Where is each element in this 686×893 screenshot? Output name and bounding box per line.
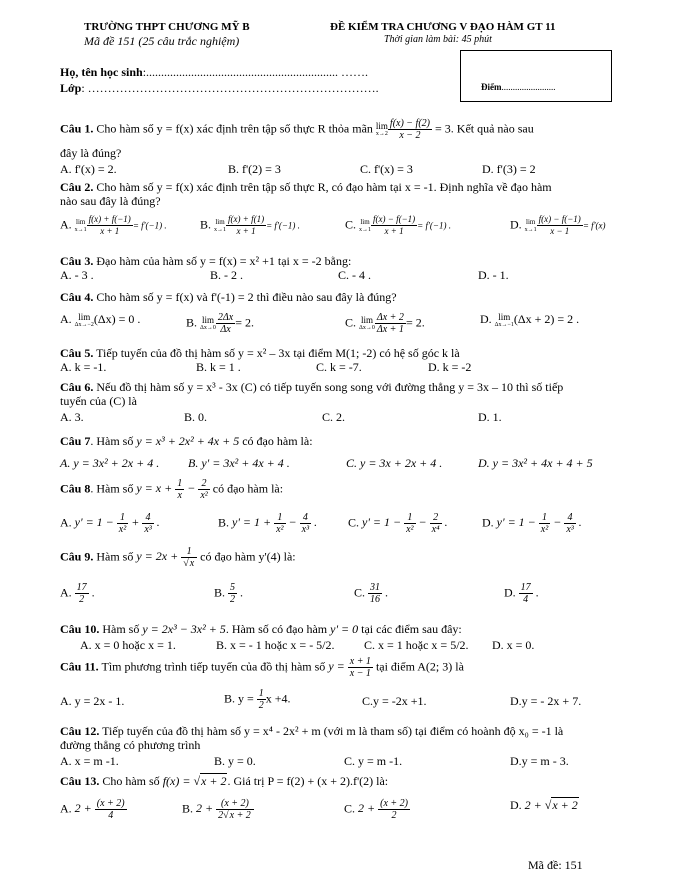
- question-3: [60, 254, 640, 268]
- q5-option-b[interactable]: B. k = 1 .: [196, 360, 241, 374]
- student-name-line[interactable]: [60, 65, 368, 80]
- q11-option-d[interactable]: D.y = - 2x + 7.: [510, 694, 582, 708]
- q1-option-a[interactable]: A. f'(x) = 2.: [60, 162, 117, 176]
- q13-function: f(x) = √x + 2: [162, 774, 227, 788]
- class-dots: : ……………………………………………………………….: [81, 81, 379, 95]
- q4-text: Cho hàm số y = f(x) và f'(-1) = 2 thì điều nào sau đây là đúng?: [96, 290, 397, 304]
- q9-function: y = 2x + $\frac{1}{√x}$: [136, 549, 197, 563]
- q12-option-d[interactable]: D.y = m - 3.: [510, 754, 569, 768]
- q12-option-c[interactable]: C. y = m -1.: [344, 754, 403, 768]
- q10-derivative: y' = 0: [330, 622, 359, 636]
- q2-text: Cho hàm số y = f(x) xác định trên tập số thực R, có đạo hàm tại x = -1. Định nghĩa về đạo hàm: [96, 180, 552, 194]
- q6-label: Câu 6.: [60, 380, 94, 394]
- q13-option-a[interactable]: A. 2 + $\frac{(x + 2)}{4}$: [60, 798, 125, 821]
- q2-options: [60, 214, 640, 244]
- school-name: TRƯỜNG THPT CHƯƠNG MỸ B: [84, 21, 250, 33]
- q8-option-d[interactable]: D. y' = 1 − $\frac{1}{\text{x²}}$ − $\frac{4}{\text{x³}}$ .: [482, 512, 582, 535]
- q13-option-d[interactable]: D. 2 + √x + 2: [510, 798, 578, 812]
- question-7: [60, 434, 640, 448]
- q10-option-a[interactable]: A. x = 0 hoặc x = 1.: [80, 638, 176, 652]
- q8-text: . Hàm số: [90, 481, 134, 496]
- exam-code-line: Mã đề 151 (25 câu trắc nghiệm): [84, 34, 240, 48]
- q5-options: [60, 360, 640, 374]
- q4-options: [60, 312, 640, 342]
- q11-option-b[interactable]: B. y = $\frac{1}{2}$ x +4.: [224, 688, 291, 711]
- q12-options: [60, 754, 640, 768]
- q7-label: Câu 7: [60, 434, 91, 448]
- q8-option-b[interactable]: B. y' = 1 + $\frac{1}{\text{x²}}$ − $\frac{4}{\text{x³}}$ .: [218, 512, 318, 535]
- q2-option-c[interactable]: C. lim x→1 $\frac{f(x) - f(-1)}{x + 1}$ = f'(−1) .: [345, 214, 451, 236]
- q1-option-b[interactable]: B. f'(2) = 3: [228, 162, 281, 176]
- q6-text-2: tuyến của (C) là: [60, 394, 137, 408]
- score-box[interactable]: [460, 50, 612, 102]
- q7-option-d[interactable]: D. y = 3x² + 4x + 4 + 5: [478, 456, 593, 470]
- q4-option-b[interactable]: B. lim Δx→0 $\frac{2\Delta x}{\Delta x}$ = 2.: [186, 312, 254, 335]
- q2-option-d[interactable]: D. lim x→1 $\frac{f(x) - f(-1)}{x - 1}$ = f'(x): [510, 214, 606, 236]
- q11-option-c[interactable]: C.y = -2x +1.: [362, 694, 427, 708]
- q6-text: Nếu đồ thị hàm số y = x³ - 3x (C) có tiếp tuyến song song với đường thẳng y = 3x – 10 thì số tiếp: [96, 380, 564, 394]
- score-label: Điểm: [481, 82, 502, 92]
- q10-text: Hàm số: [102, 622, 140, 636]
- q11-option-a[interactable]: A. y = 2x - 1.: [60, 694, 125, 708]
- q10-option-c[interactable]: C. x = 1 hoặc x = 5/2.: [364, 638, 469, 652]
- exam-title: ĐỀ KIỂM TRA CHƯƠNG V ĐẠO HÀM GT 11: [330, 21, 556, 33]
- q12-label: Câu 12.: [60, 724, 100, 738]
- student-name-label: Họ, tên học sinh: [60, 65, 143, 79]
- q9-option-c[interactable]: C. $\frac{31}{16}$ .: [354, 582, 389, 605]
- q13-label: Câu 13.: [60, 774, 100, 788]
- q12-option-a[interactable]: A. x = m -1.: [60, 754, 119, 768]
- q1-option-d[interactable]: D. f'(3) = 2: [482, 162, 536, 176]
- q11-text-b: tại điểm A(2; 3) là: [375, 659, 464, 674]
- question-12: [60, 724, 640, 738]
- q2-label: Câu 2.: [60, 180, 94, 194]
- q11-text: Tìm phương trình tiếp tuyến của đồ thị hàm số: [101, 659, 326, 674]
- question-5: [60, 346, 640, 360]
- q8-option-c[interactable]: C. y' = 1 − $\frac{1}{\text{x²}}$ − $\frac{2}{\text{x⁴}}$ .: [348, 512, 448, 535]
- q6-options: [60, 410, 640, 424]
- q4-option-c[interactable]: C. lim Δx→0 $\frac{\Delta x + 2}{\Delta x + 1}$ = 2.: [345, 312, 425, 335]
- footer-exam-code: Mã đề: 151: [528, 858, 583, 872]
- q9-text-b: có đạo hàm y'(4) là:: [200, 549, 296, 564]
- q9-text: Hàm số: [96, 549, 134, 564]
- q7-text-b: có đạo hàm là:: [242, 434, 313, 448]
- q6-option-b[interactable]: B. 0.: [184, 410, 208, 424]
- class-label: Lớp: [60, 81, 82, 95]
- q4-option-d[interactable]: D. lim Δx→−1 (Δx + 2) = 2 .: [480, 311, 580, 328]
- q7-option-b[interactable]: B. y' = 3x² + 4x + 4 .: [188, 456, 290, 470]
- q13-text: Cho hàm số: [102, 774, 160, 788]
- q7-options: [60, 456, 640, 470]
- q1-option-c[interactable]: C. f'(x) = 3: [360, 162, 413, 176]
- q4-option-a[interactable]: A. lim Δx→−2 (Δx) = 0 .: [60, 311, 141, 328]
- q10-option-b[interactable]: B. x = - 1 hoặc x = - 5/2.: [216, 638, 335, 652]
- q6-option-a[interactable]: A. 3.: [60, 410, 84, 424]
- q3-option-a[interactable]: A. - 3 .: [60, 268, 94, 282]
- question-1: [60, 118, 640, 141]
- q1-limit: lim x→2: [375, 121, 388, 137]
- q3-option-d[interactable]: D. - 1.: [478, 268, 509, 282]
- q1-label: Câu 1.: [60, 121, 94, 136]
- q10-function: y = 2x³ − 3x² + 5: [142, 622, 226, 636]
- q13-options: [60, 798, 640, 832]
- q13-text-b: . Giá trị P = f(2) + (x + 2).f'(2) là:: [227, 774, 389, 788]
- q12-text: Tiếp tuyến của đồ thị hàm số y = x⁴ - 2x² + m (với m là tham số) tại điểm có hoành độ x₀ = -1 là: [102, 724, 564, 738]
- q6-option-d[interactable]: D. 1.: [478, 410, 502, 424]
- q6-option-c[interactable]: C. 2.: [322, 410, 346, 424]
- q5-label: Câu 5.: [60, 346, 94, 360]
- q5-text: Tiếp tuyến của đồ thị hàm số y = x² – 3x tại điểm M(1; -2) có hệ số góc k là: [96, 346, 460, 360]
- exam-duration: Thời gian làm bài: 45 phút: [384, 34, 492, 45]
- q3-text: Đạo hàm của hàm số y = f(x) = x² +1 tại x = -2 bằng:: [96, 254, 352, 268]
- q3-label: Câu 3.: [60, 254, 94, 268]
- q10-text-d: tại các điểm sau đây:: [361, 622, 462, 636]
- q10-text-b: . Hàm số có đạo hàm: [225, 622, 328, 636]
- q10-label: Câu 10.: [60, 622, 100, 636]
- q11-options: [60, 688, 640, 722]
- q7-option-c[interactable]: C. y = 3x + 2x + 4 .: [346, 456, 443, 470]
- q8-text-b: có đạo hàm là:: [212, 481, 284, 496]
- q1-text-c: đây là đúng?: [60, 146, 122, 160]
- class-line[interactable]: [60, 81, 379, 96]
- q13-option-b[interactable]: B. 2 + $\frac{(x + 2)}{2√x + 2}$: [182, 798, 254, 821]
- question-11: [60, 656, 640, 686]
- q12-text-2: đường thẳng có phương trình: [60, 738, 201, 752]
- question-2: [60, 180, 640, 194]
- q8-label: Câu 8: [60, 481, 91, 496]
- q2-text-2: nào sau đây là đúng?: [60, 194, 161, 208]
- q11-label: Câu 11.: [60, 659, 99, 674]
- q1-options: [60, 162, 640, 176]
- q3-option-c[interactable]: C. - 4 .: [338, 268, 371, 282]
- q7-option-a[interactable]: A. y = 3x² + 2x + 4 .: [60, 456, 160, 470]
- q1-fraction: $\frac{f(x) - f(2)}{x - 2}$: [389, 118, 430, 141]
- question-10: [60, 622, 640, 636]
- q5-option-c[interactable]: C. k = -7.: [316, 360, 362, 374]
- student-name-dots: :................................................................ …….: [142, 65, 369, 79]
- q13-option-c[interactable]: C. 2 + $\frac{(x + 2)}{2}$: [344, 798, 408, 821]
- q9-option-a[interactable]: A. $\frac{17}{2}$ .: [60, 582, 95, 605]
- q8-option-a[interactable]: A. y' = 1 − $\frac{1}{\text{x²}}$ + $\frac{4}{\text{x³}}$ .: [60, 512, 160, 535]
- question-6: [60, 380, 640, 394]
- q12-option-b[interactable]: B. y = 0.: [214, 754, 256, 768]
- q7-function: y = x³ + 2x² + 4x + 5: [136, 434, 240, 448]
- question-4: [60, 290, 640, 304]
- q10-option-d[interactable]: D. x = 0.: [492, 638, 535, 652]
- question-9: [60, 546, 640, 576]
- q5-option-a[interactable]: A. k = -1.: [60, 360, 107, 374]
- q8-options: [60, 512, 640, 542]
- score-dots: ........................: [501, 82, 556, 92]
- q11-function: y = $\frac{x + 1}{x - 1}$: [328, 656, 371, 679]
- q10-options: [80, 638, 660, 652]
- q9-option-d[interactable]: D. $\frac{17}{4}$ .: [504, 582, 539, 605]
- q2-option-b[interactable]: B. lim x→1 $\frac{f(x) + f(1)}{x + 1}$ = f'(−1) .: [200, 214, 300, 236]
- q1-equals: = 3: [435, 121, 451, 136]
- q8-function: y = x + $\frac{1}{x}$ − $\frac{2}{\text{x²}}$: [136, 478, 208, 501]
- q1-text: Cho hàm số y = f(x) xác định trên tập số thực R thỏa mãn: [96, 121, 373, 136]
- q3-options: [60, 268, 640, 282]
- q5-option-d[interactable]: D. k = -2: [428, 360, 472, 374]
- question-8: [60, 478, 640, 508]
- q7-text: . Hàm số: [90, 434, 134, 448]
- q4-label: Câu 4.: [60, 290, 94, 304]
- q1-text-b: . Kết quả nào sau: [450, 121, 534, 136]
- q9-option-b[interactable]: B. $\frac{5}{2}$ .: [214, 582, 244, 605]
- q9-options: [60, 582, 640, 612]
- q3-option-b[interactable]: B. - 2 .: [210, 268, 243, 282]
- q9-label: Câu 9.: [60, 549, 94, 564]
- question-13: [60, 774, 640, 788]
- q2-option-a[interactable]: A. lim x→1 $\frac{f(x) + f(-1)}{x + 1}$ = f'(−1) .: [60, 214, 167, 236]
